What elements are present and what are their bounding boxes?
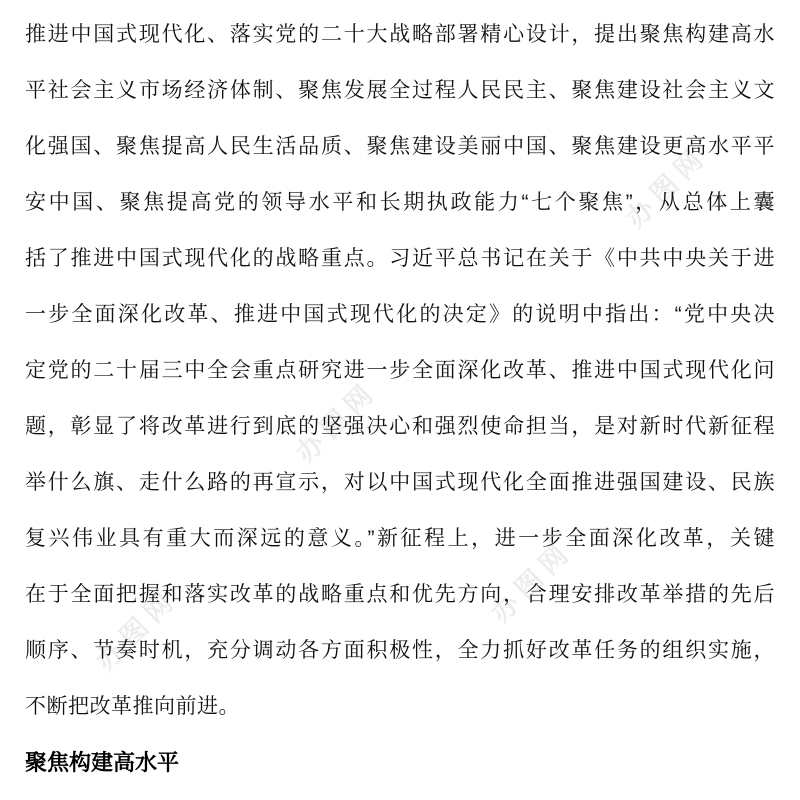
body-text-line: 化强国、聚焦提高人民生活品质、聚焦建设美丽中国、聚焦建设更高水平平 bbox=[25, 135, 775, 158]
body-text-line: 顺序、节奏时机，充分调动各方面积极性，全力抓好改革任务的组织实施， bbox=[25, 639, 775, 662]
body-text-line: 举什么旗、走什么路的再宣示，对以中国式现代化全面推进强国建设、民族 bbox=[25, 471, 775, 494]
watermark: 办图网 bbox=[485, 535, 579, 629]
watermark: 办图网 bbox=[290, 375, 384, 469]
body-text-line: 不断把改革推向前进。 bbox=[25, 695, 240, 718]
body-text-line: 平社会主义市场经济体制、聚焦发展全过程人民民主、聚焦建设社会主义文 bbox=[25, 79, 775, 102]
body-text-line: 推进中国式现代化、落实党的二十大战略部署精心设计，提出聚焦构建高水 bbox=[25, 23, 775, 46]
section-heading: 聚焦构建高水平 bbox=[25, 750, 180, 775]
body-text-line: 定党的二十届三中全会重点研究进一步全面深化改革、推进中国式现代化问 bbox=[25, 359, 775, 382]
body-text-line: 题，彰显了将改革进行到底的坚强决心和强烈使命担当，是对新时代新征程 bbox=[25, 415, 775, 438]
watermark: 办图网 bbox=[620, 140, 714, 234]
body-text-line: 安中国、聚焦提高党的领导水平和长期执政能力“七个聚焦”，从总体上囊 bbox=[25, 191, 775, 214]
body-text-line: 复兴伟业具有重大而深远的意义。”新征程上，进一步全面深化改革，关键 bbox=[25, 527, 775, 550]
body-text-line: 括了推进中国式现代化的战略重点。习近平总书记在关于《中共中央关于进 bbox=[25, 247, 775, 270]
body-paragraph bbox=[25, 7, 775, 735]
body-text-line: 一步全面深化改革、推进中国式现代化的决定》的说明中指出：“党中央决 bbox=[25, 303, 775, 326]
body-text-line: 在于全面把握和落实改革的战略重点和优先方向，合理安排改革举措的先后 bbox=[25, 583, 775, 606]
watermark: 办图网 bbox=[90, 583, 184, 677]
